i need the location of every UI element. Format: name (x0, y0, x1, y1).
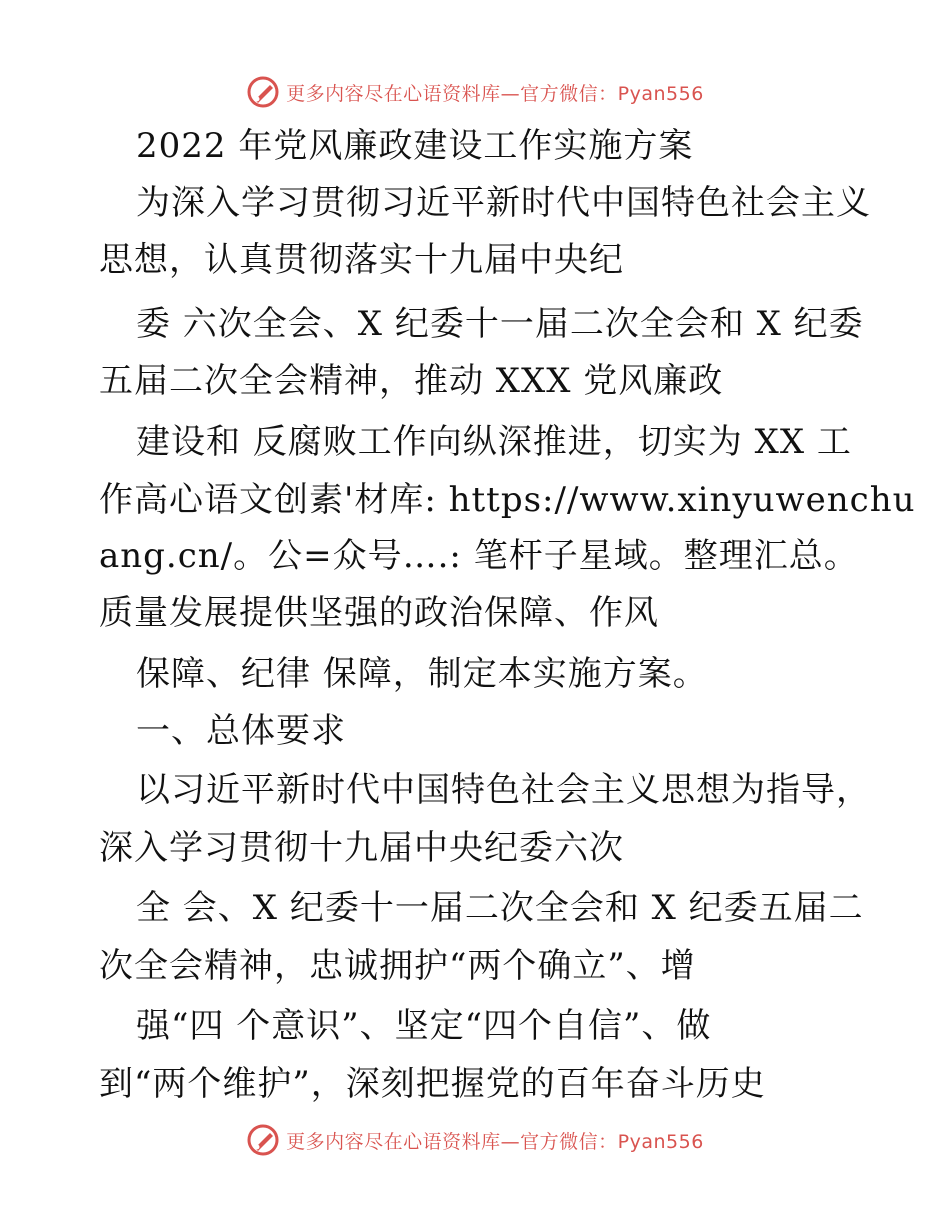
paragraph-line: 思想，认真贯彻落实十九届中央纪 (99, 240, 624, 280)
pen-logo-icon (246, 1123, 280, 1157)
paragraph-line: 次全会精神，忠诚拥护“两个确立”、增 (99, 946, 696, 986)
paragraph-line: 为深入学习贯彻习近平新时代中国特色社会主义 (136, 183, 871, 223)
paragraph-line: 全 会、X 纪委十一届二次全会和 X 纪委五届二 (136, 888, 864, 928)
pen-logo-icon (246, 75, 280, 109)
watermark-text: 更多内容尽在心语资料库—官方微信：Pyan556 (286, 1130, 704, 1153)
paragraph-line: 质量发展提供坚强的政治保障、作风 (99, 593, 659, 633)
paragraph-line: 保障、纪律 保障，制定本实施方案。 (136, 654, 708, 694)
paragraph-line: 委 六次全会、X 纪委十一届二次全会和 X 纪委 (136, 304, 864, 344)
paragraph-line: 强“四 个意识”、坚定“四个自信”、做 (136, 1006, 712, 1046)
watermark-text: 更多内容尽在心语资料库—官方微信：Pyan556 (286, 82, 704, 105)
paragraph-line: 到“两个维护”，深刻把握党的百年奋斗历史 (99, 1064, 766, 1104)
paragraph-line: ang.cn/。公=众号….: 笔杆子星域。整理汇总。 (99, 536, 859, 576)
paragraph-line: 建设和 反腐败工作向纵深推进，切实为 XX 工 (136, 422, 852, 462)
paragraph-line: 五届二次全会精神，推动 XXX 党风廉政 (99, 361, 724, 401)
paragraph-line: 作高心语文创素'材库: https://www.xinyuwenchu (99, 480, 916, 520)
paragraph-line: 深入学习贯彻十九届中央纪委六次 (99, 828, 624, 868)
doc-title: 2022 年党风廉政建设工作实施方案 (136, 126, 694, 166)
watermark-header (0, 72, 950, 112)
watermark-footer (0, 1120, 950, 1160)
paragraph-line: 以习近平新时代中国特色社会主义思想为指导， (136, 770, 871, 810)
section-heading: 一、总体要求 (136, 711, 346, 751)
